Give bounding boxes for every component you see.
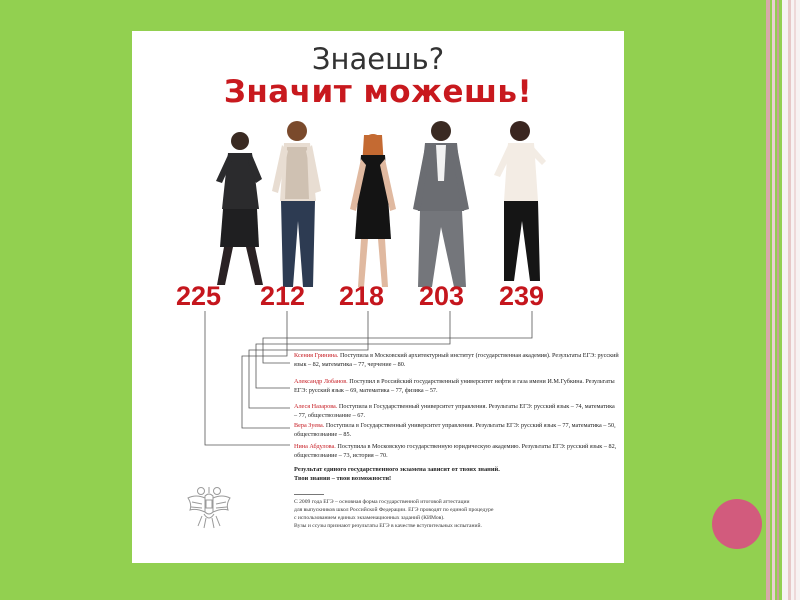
- student-result: Поступила в Государственный университет управления. Результаты ЕГЭ: русский язык – 74, математика – 77, обществознание – 67.: [294, 403, 615, 419]
- student-name: Нина Абдулова.: [294, 443, 336, 450]
- right-border-stripe: [772, 0, 775, 600]
- coat-of-arms-icon: [184, 482, 234, 534]
- student-result: Поступила в Московскую государственную юридическую академию. Результаты ЕГЭ: русский язык – 82, обществознание – 73, история – 70.: [294, 443, 617, 459]
- score-label: 212: [260, 281, 306, 311]
- summary-line: Результат единого государственного экзамена зависит от твоих знаний.: [294, 466, 500, 473]
- student-name: Алеся Назарова.: [294, 403, 338, 410]
- footnote-line: Вузы и ссузы признают результаты ЕГЭ в качестве вступительных испытаний.: [294, 523, 482, 529]
- footnote-text: [294, 498, 614, 530]
- score-label: 203: [419, 281, 465, 311]
- student-name: Вера Зуева.: [294, 422, 325, 429]
- footnote-line: С 2009 года ЕГЭ – основная форма государственной итоговой аттестации: [294, 499, 470, 505]
- student-bio: [294, 352, 619, 369]
- footnote-line: для выпускников школ Российской Федерации. ЕГЭ проводят по единой процедуре: [294, 507, 494, 513]
- poster-title-slogan: Значит можешь!: [223, 74, 533, 110]
- student-bio: [294, 378, 619, 395]
- student-name: Ксения Гринина.: [294, 352, 339, 359]
- right-border-stripe: [794, 0, 796, 600]
- score-label: 239: [499, 281, 545, 311]
- footnote-line: с использованием единых экзаменационных заданий (КИМов).: [294, 515, 445, 521]
- right-border-stripe: [788, 0, 791, 600]
- right-border-stripe: [766, 0, 770, 600]
- student-bio: [294, 443, 619, 460]
- summary-text: [294, 465, 619, 483]
- summary-slogan: Твои знания – твои возможности!: [294, 475, 392, 482]
- student-result: Поступила в Государственный университет управления. Результаты ЕГЭ: русский язык – 77, математика – 50, обществознание – 85.: [294, 422, 616, 438]
- poster: [132, 31, 624, 563]
- student-bio: [294, 403, 619, 420]
- score-label: 225: [176, 281, 222, 311]
- student-result: Поступила в Московский архитектурный институт (государственная академия). Результаты ЕГЭ: русский язык – 82, математика – 77, черчение – 80.: [294, 352, 619, 368]
- student-bio: [294, 422, 619, 439]
- score-label: 218: [339, 281, 385, 311]
- footnote-divider: [294, 494, 324, 495]
- decorative-circle: [712, 499, 762, 549]
- student-name: Александр Лобанов.: [294, 378, 348, 385]
- poster-title-question: Знаешь?: [311, 42, 445, 76]
- right-border-stripe: [777, 0, 779, 600]
- student-result: Поступил в Российский государственный университет нефти и газа имени И.М.Губкина. Результаты ЕГЭ: русский язык – 69, математика – 77, физика – 57.: [294, 378, 615, 394]
- right-border-stripe: [782, 0, 800, 600]
